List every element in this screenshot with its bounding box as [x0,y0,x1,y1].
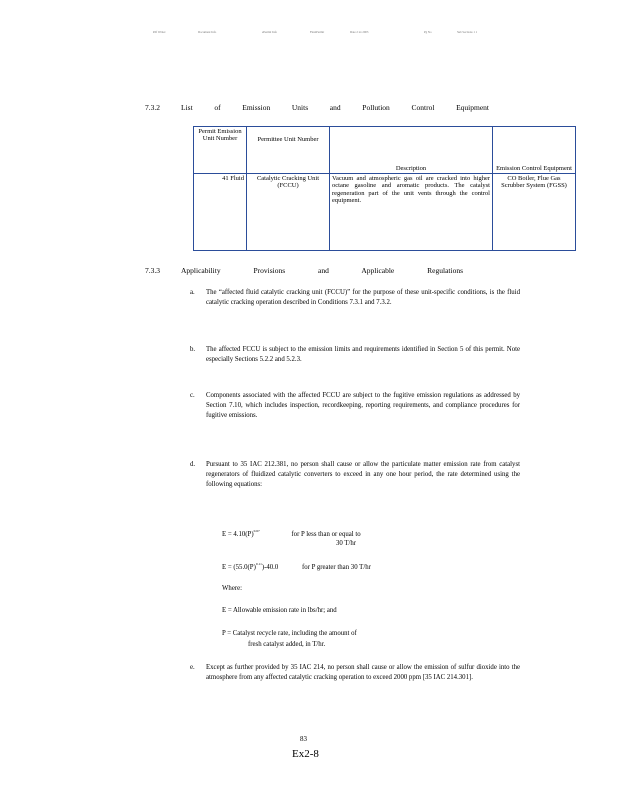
cell-unit-name: Catalytic Cracking Unit (FCCU) [247,174,330,251]
equation-exponent: 0.67 [253,529,260,533]
cell-permit-unit: 41 Fluid [194,174,247,251]
where-label: Where: [222,585,242,592]
item-text: The affected FCCU is subject to the emission limits and requirements identified in Section 5 of this permit. Note especially Sections 5.2.2 and 5.2.3. [206,346,520,363]
equation-1 [222,529,361,538]
equation-1-condition-cont: 30 T/hr [336,540,357,547]
equation-condition: for P greater than 30 T/hr [301,564,371,571]
section-title: List of Emission Units and Pollution Control Equipment [181,103,489,112]
section-number: 7.3.2 [145,103,160,112]
header-cell-permit-unit: Permit Emission Unit Number [194,127,247,174]
equation-2 [222,562,371,571]
item-text: Pursuant to 35 IAC 212.381, no person shall cause or allow the particulate matter emission rate from catalyst regenerators of fluidized catalytic converters to exceed in any one hour period, the rate determined using the following equations: [206,461,520,488]
item-text: The “affected fluid catalytic cracking unit (FCCU)” for the purpose of these unit-specific conditions, is the fluid catalytic cracking operation described in Conditions 7.3.1 and 7.3.2. [206,289,520,306]
equation-exponent: 0.11 [255,562,262,566]
header-item: FinalPermit [310,30,325,34]
header-item: ePermit Info [262,30,278,34]
header-item: Sub Sections 1 1 [457,30,478,34]
equation-condition: for P less than or equal to [291,531,361,538]
equation-lhs: E = (55.0(P) [222,564,256,571]
header-item: Pg No [424,30,432,34]
section-number: 7.3.3 [145,266,160,275]
header-item: Date 2 xx 2003 [350,30,369,34]
definition-e: E = Allowable emission rate in lbs/hr; and [222,607,337,614]
exhibit-label: Ex2-8 [292,748,319,760]
item-label: b. [190,346,196,353]
table-header-row [194,127,576,174]
equation-lhs: E = 4.10(P) [222,531,254,538]
header-cell-description: Description [330,127,493,174]
item-label: c. [190,392,195,399]
cell-description: Vacuum and atmospheric gas oil are cracked into higher octane gasoline and aromatic products. The catalyst regeneration part of the unit vents through the control equipment. [330,174,493,251]
table-row [194,174,576,251]
page-header [0,30,618,38]
header-item: Pdf Writer [153,30,166,34]
item-label: d. [190,461,196,468]
item-label: e. [190,664,195,671]
header-item: Document Info [198,30,217,34]
item-label: a. [190,289,195,296]
cell-control: CO Boiler, Flue Gas Scrubber System (FGSS) [493,174,576,251]
section-title: Applicability Provisions and Applicable Regulations [181,266,463,275]
header-cell-unit-name: Permittee Unit Number [247,127,330,174]
equation-rest: )-40.0 [261,564,279,571]
definition-p: P = Catalyst recycle rate, including the amount of [222,630,357,637]
definition-p-cont: fresh catalyst added, in T/hr. [248,641,326,648]
emission-units-table [193,126,576,251]
item-text: Components associated with the affected FCCU are subject to the fugitive emission regulations as addressed by Section 7.10, which includes inspection, recordkeeping, reporting requirements, and compliance procedures for fugitive emissions. [206,392,520,419]
item-text: Except as further provided by 35 IAC 214, no person shall cause or allow the emission of sulfur dioxide into the atmosphere from any affected catalytic cracking operation to exceed 2000 ppm [35 IAC 214.301]. [206,664,520,681]
page-number: 83 [300,735,307,743]
header-cell-control: Emission Control Equipment [493,127,576,174]
